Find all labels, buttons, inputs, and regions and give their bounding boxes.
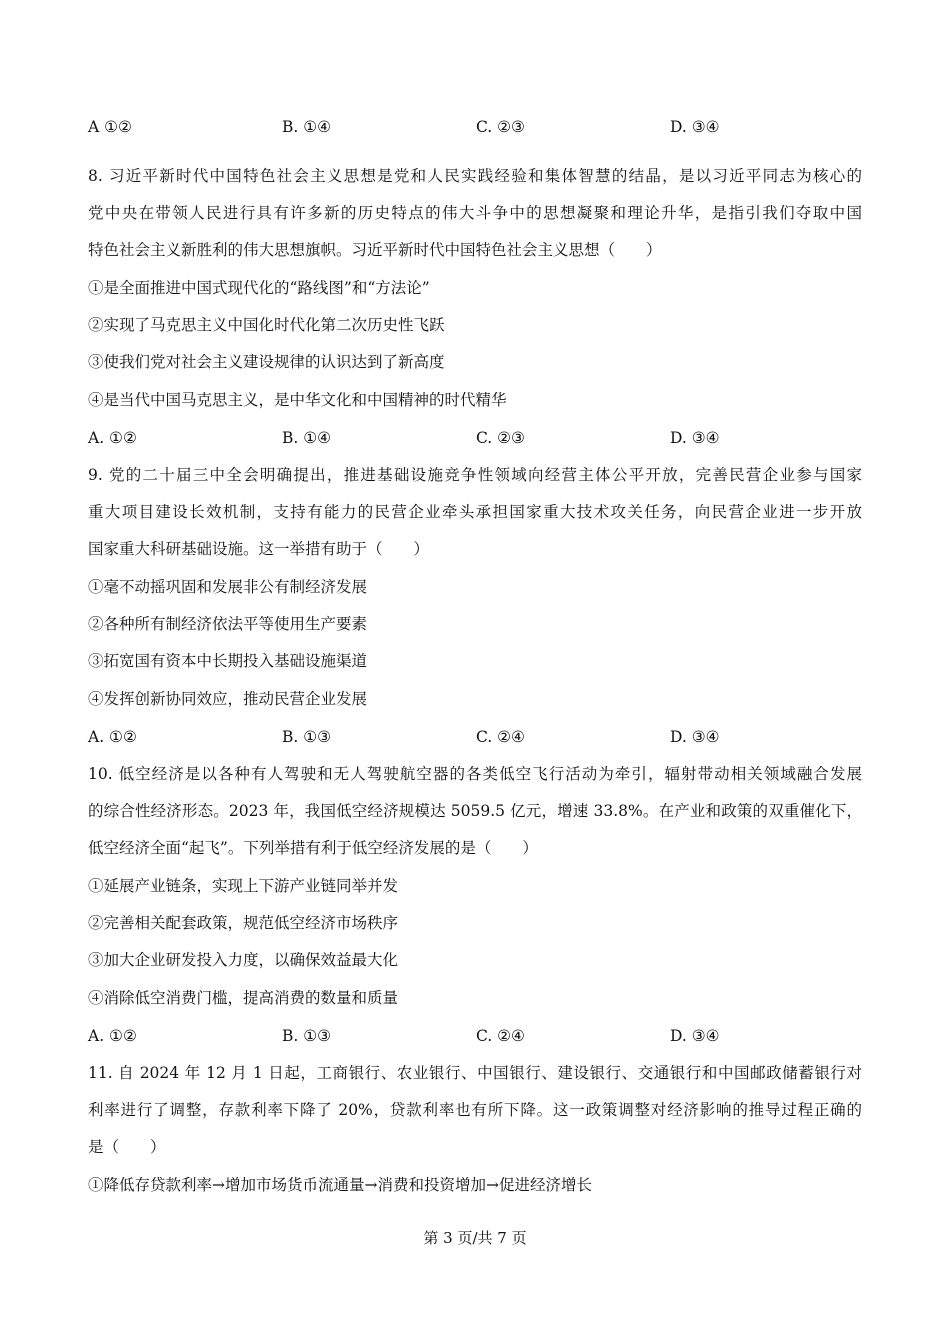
q11-stem-line-2: 利率进行了调整，存款利率下降了 20%，贷款利率也有所下降。这一政策调整对经济影响的推导过程正确的 [88, 1101, 862, 1119]
q9-option-d: D. ③④ [670, 728, 720, 746]
q8-option-b: B. ①④ [282, 429, 332, 447]
q8-stem-line-2: 党中央在带领人民进行具有许多新的历史特点的伟大斗争中的思想凝聚和理论升华，是指引我们夺取中国 [88, 204, 862, 222]
q9-option-a: A. ①② [88, 728, 137, 746]
q10-option-b: B. ①③ [282, 1027, 332, 1045]
q9-stem-line-3: 国家重大科研基础设施。这一举措有助于（ ） [88, 540, 430, 558]
q9-item-3: ③拓宽国有资本中长期投入基础设施渠道 [88, 652, 368, 670]
q8-item-3: ③使我们党对社会主义建设规律的认识达到了新高度 [88, 353, 445, 371]
q10-item-2: ②完善相关配套政策，规范低空经济市场秩序 [88, 914, 399, 932]
q10-option-a: A. ①② [88, 1027, 137, 1045]
q10-stem-line-1: 10. 低空经济是以各种有人驾驶和无人驾驶航空器的各类低空飞行活动为牵引，辐射带动相关领域融合发展 [88, 765, 862, 783]
q8-item-2: ②实现了马克思主义中国化时代化第二次历史性飞跃 [88, 316, 445, 334]
q7-option-d: D. ③④ [670, 118, 720, 136]
q9-item-1: ①毫不动摇巩固和发展非公有制经济发展 [88, 578, 368, 596]
q9-stem-line-2: 重大项目建设长效机制，支持有能力的民营企业牵头承担国家重大技术攻关任务，向民营企业进一步开放 [88, 503, 862, 521]
q8-item-1: ①是全面推进中国式现代化的“路线图”和“方法论” [88, 279, 430, 297]
q11-stem-line-1: 11. 自 2024 年 12 月 1 日起，工商银行、农业银行、中国银行、建设银行、交通银行和中国邮政储蓄银行对 [88, 1064, 862, 1082]
page-footer: 第 3 页/共 7 页 [423, 1229, 527, 1247]
q10-option-d: D. ③④ [670, 1027, 720, 1045]
q11-item-1: ①降低存贷款利率→增加市场货币流通量→消费和投资增加→促进经济增长 [88, 1176, 592, 1194]
q8-stem-line-3: 特色社会主义新胜利的伟大思想旗帜。习近平新时代中国特色社会主义思想（ ） [88, 241, 662, 259]
q9-options [88, 727, 788, 747]
q7-option-c: C. ②③ [476, 118, 525, 136]
q9-item-4: ④发挥创新协同效应，推动民营企业发展 [88, 690, 368, 708]
q8-option-d: D. ③④ [670, 429, 720, 447]
q7-option-b: B. ①④ [282, 118, 332, 136]
q9-option-c: C. ②④ [476, 728, 525, 746]
q10-stem-line-2: 的综合性经济形态。2023 年，我国低空经济规模达 5059.5 亿元，增速 33.8%。在产业和政策的双重催化下， [88, 802, 862, 820]
q8-options [88, 428, 788, 448]
q10-option-c: C. ②④ [476, 1027, 525, 1045]
q11-stem-line-3: 是（ ） [88, 1138, 166, 1156]
q10-item-4: ④消除低空消费门槛，提高消费的数量和质量 [88, 989, 399, 1007]
q9-option-b: B. ①③ [282, 728, 332, 746]
q10-item-1: ①延展产业链条，实现上下游产业链同举并发 [88, 877, 399, 895]
q9-stem-line-1: 9. 党的二十届三中全会明确提出，推进基础设施竞争性领域向经营主体公平开放，完善民营企业参与国家 [88, 466, 862, 484]
q7-options [88, 117, 788, 137]
q8-option-c: C. ②③ [476, 429, 525, 447]
q7-option-a: A ①② [88, 118, 132, 136]
q8-stem-line-1: 8. 习近平新时代中国特色社会主义思想是党和人民实践经验和集体智慧的结晶，是以习近平同志为核心的 [88, 167, 862, 185]
q10-item-3: ③加大企业研发投入力度，以确保效益最大化 [88, 951, 399, 969]
q10-options [88, 1026, 788, 1046]
q8-item-4: ④是当代中国马克思主义，是中华文化和中国精神的时代精华 [88, 391, 507, 409]
q9-item-2: ②各种所有制经济依法平等使用生产要素 [88, 615, 368, 633]
q10-stem-line-3: 低空经济全面“起飞”。下列举措有利于低空经济发展的是（ ） [88, 839, 538, 857]
q8-option-a: A. ①② [88, 429, 137, 447]
